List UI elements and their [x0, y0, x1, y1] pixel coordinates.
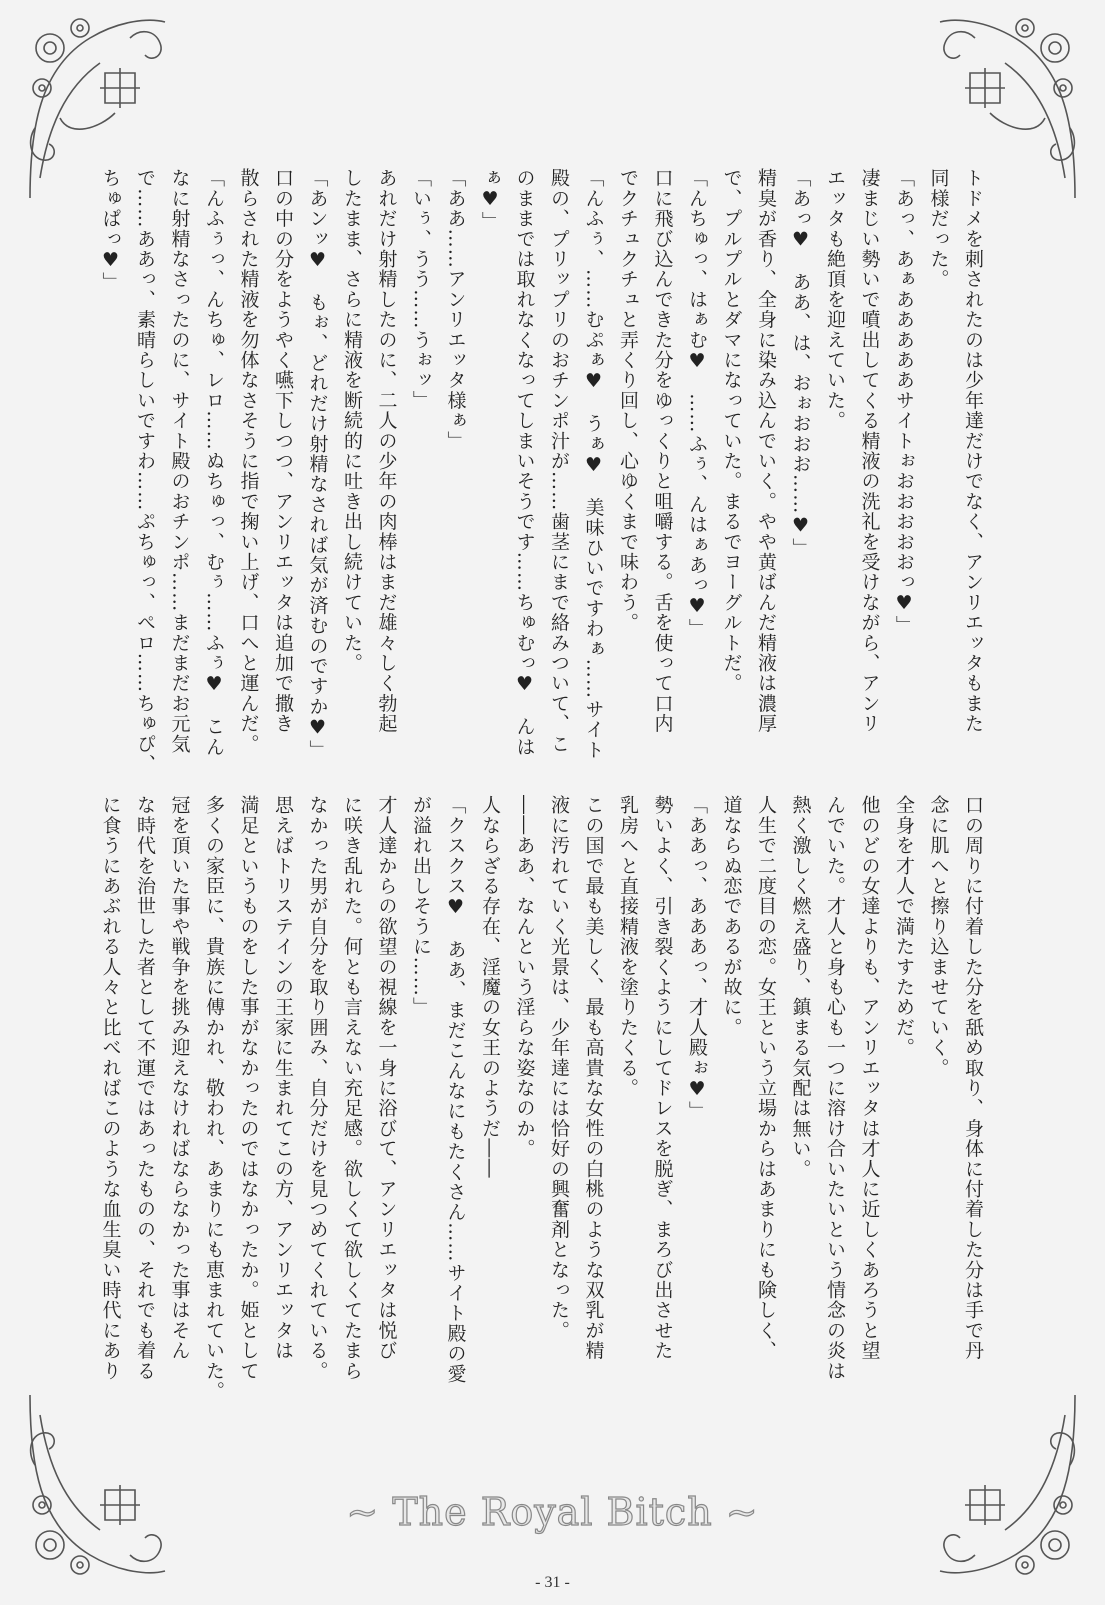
page-number: - 31 - — [535, 1574, 570, 1591]
ornament-corner-bottom-right — [935, 1385, 1085, 1585]
text-line: でクチュクチュと弄くり回し、心ゆくまで味わう。 — [617, 168, 639, 633]
text-line: 人ならざる存在、淫魔の女王のようだ―― — [479, 795, 501, 1179]
text-line: んでいた。才人と身も心も一つに溶け合いたいという情念の炎は — [824, 795, 846, 1381]
text-line: に咲き乱れた。何とも言えない充足感。欲しくて欲しくてたまら — [341, 795, 363, 1381]
text-line: ぁ♥」 — [479, 168, 501, 232]
text-line: で、プルプルとダマになっていた。まるでヨーグルトだ。 — [720, 168, 743, 694]
text-line: 多くの家臣に、貴族に傅かれ、敬われ、あまりにも恵まれていた。 — [203, 795, 225, 1401]
text-line: エッタも絶頂を迎えていた。 — [824, 168, 846, 431]
text-line: 冠を頂いた事や戦争を挑み迎えなければならなかった事はそん — [168, 795, 191, 1361]
text-line: 凄まじい勢いで噴出してくる精液の洗礼を受けながら、アンリ — [858, 168, 881, 734]
text-line: な時代を治世した者として不運ではあったものの、それでも着る — [134, 795, 156, 1381]
text-line: で……ああっ、素晴らしいですわ……ぷちゅっ、ぺロ……ちゅぴ、 — [134, 168, 156, 774]
text-line: 「んちゅっ、はぁむ♥ ……ふぅ、んはぁあっ♥」 — [686, 168, 708, 639]
ornament-corner-bottom-left — [20, 1385, 170, 1585]
text-line: ちゅぱっ♥」 — [99, 168, 122, 293]
text-line: 「あンッ♥ もぉ、どれだけ射精なされば気が済むのですか♥」 — [306, 168, 329, 760]
text-block-upper — [99, 168, 990, 774]
text-line: したまま、さらに精液を断続的に吐き出し続けていた。 — [341, 168, 363, 673]
text-line: 「クスクス♥ ああ、まだこんなにもたくさん……サイト殿の愛 — [444, 795, 467, 1384]
text-line: この国で最も美しく、最も高貴な女性の白桃のような双乳が精 — [582, 795, 605, 1361]
text-line: 念に肌へと擦り込ませていく。 — [927, 795, 950, 1078]
text-line: トドメを刺されたのは少年達だけでなく、アンリエッタもまた — [962, 168, 984, 734]
text-line: 精臭が香り、全身に染み込んでいく。やや黄ばんだ精液は濃厚 — [755, 168, 777, 734]
text-line: 熱く激しく燃え盛り、鎮まる気配は無い。 — [789, 795, 812, 1179]
text-line: あれだけ射精したのに、二人の少年の肉棒はまだ雄々しく勃起 — [375, 168, 398, 734]
text-line: 「ああっ、あああっ、才人殿ぉ♥」 — [686, 795, 708, 1122]
text-line: 「あっ♥ ああ、は、おぉおおお……♥」 — [789, 168, 812, 558]
text-line: 「ああ……アンリエッタ様ぁ」 — [444, 168, 467, 451]
text-line: 満足というものをした事がなかったのではなかったか。姫として — [237, 795, 260, 1381]
text-line: 「んふぅ、……むぷぁ♥ うぁ♥ 美味ひいですわぁ……サイト — [582, 168, 605, 760]
text-line: 口に飛び込んできた分をゆっくりと咀嚼する。舌を使って口内 — [651, 168, 674, 734]
text-line: 「あっ、あぁあああああサイトぉおおおおおっ♥」 — [893, 168, 915, 636]
text-line: 殿の、プリップリのおチンポ汁が……歯茎にまで絡みついて、こ — [548, 168, 570, 754]
text-line: ――ああ、なんという淫らな姿なのか。 — [513, 795, 536, 1159]
text-line: 道ならぬ恋であるが故に。 — [720, 795, 743, 1038]
footer-title: ~ The Royal Bitch ~ — [346, 1490, 759, 1534]
text-line: 液に汚れていく光景は、少年達には恰好の興奮剤となった。 — [548, 795, 570, 1341]
text-line: 人生で二度目の恋。女王という立場からはあまりにも険しく、 — [755, 795, 777, 1361]
text-line: に食うにあぶれる人々と比べればこのような血生臭い時代にあり — [99, 795, 122, 1381]
text-line: 「んふぅっ、んちゅ、レロ……ぬちゅっ、むぅ……ふぅ♥ こん — [203, 168, 225, 757]
text-line: のままでは取れなくなってしまいそうです……ちゅむっ♥ んは — [513, 168, 536, 757]
text-line: 口の中の分をようやく嚥下しつつ、アンリエッタは追加で撒き — [272, 168, 294, 734]
text-line: 才人達からの欲望の視線を一身に浴びて、アンリエッタは悦び — [375, 795, 398, 1361]
text-line: 他のどの女達よりも、アンリエッタは才人に近しくあろうと望 — [858, 795, 881, 1361]
text-line: なに射精なさったのに、サイト殿のおチンポ……まだまだお元気 — [168, 168, 191, 754]
text-block-lower — [99, 795, 990, 1401]
text-line: 口の周りに付着した分を舐め取り、身体に付着した分は手で丹 — [962, 795, 984, 1361]
text-line: なかった男が自分を取り囲み、自分だけを見つめてくれている。 — [306, 795, 329, 1381]
text-line: 全身を才人で満たすためだ。 — [893, 795, 915, 1058]
text-line: が溢れ出しそうに……」 — [410, 795, 432, 1018]
text-line: 「いぅ、うう……うぉッ」 — [410, 168, 432, 411]
text-line: 同様だった。 — [927, 168, 950, 290]
text-line: 散らされた精液を勿体なさそうに指で掬い上げ、口へと運んだ。 — [237, 168, 260, 754]
text-line: 乳房へと直接精液を塗りたくる。 — [617, 795, 639, 1098]
text-line: 思えばトリステインの王家に生まれてこの方、アンリエッタは — [272, 795, 294, 1361]
text-line: 勢いよく、引き裂くようにしてドレスを脱ぎ、まろび出させた — [651, 795, 674, 1361]
